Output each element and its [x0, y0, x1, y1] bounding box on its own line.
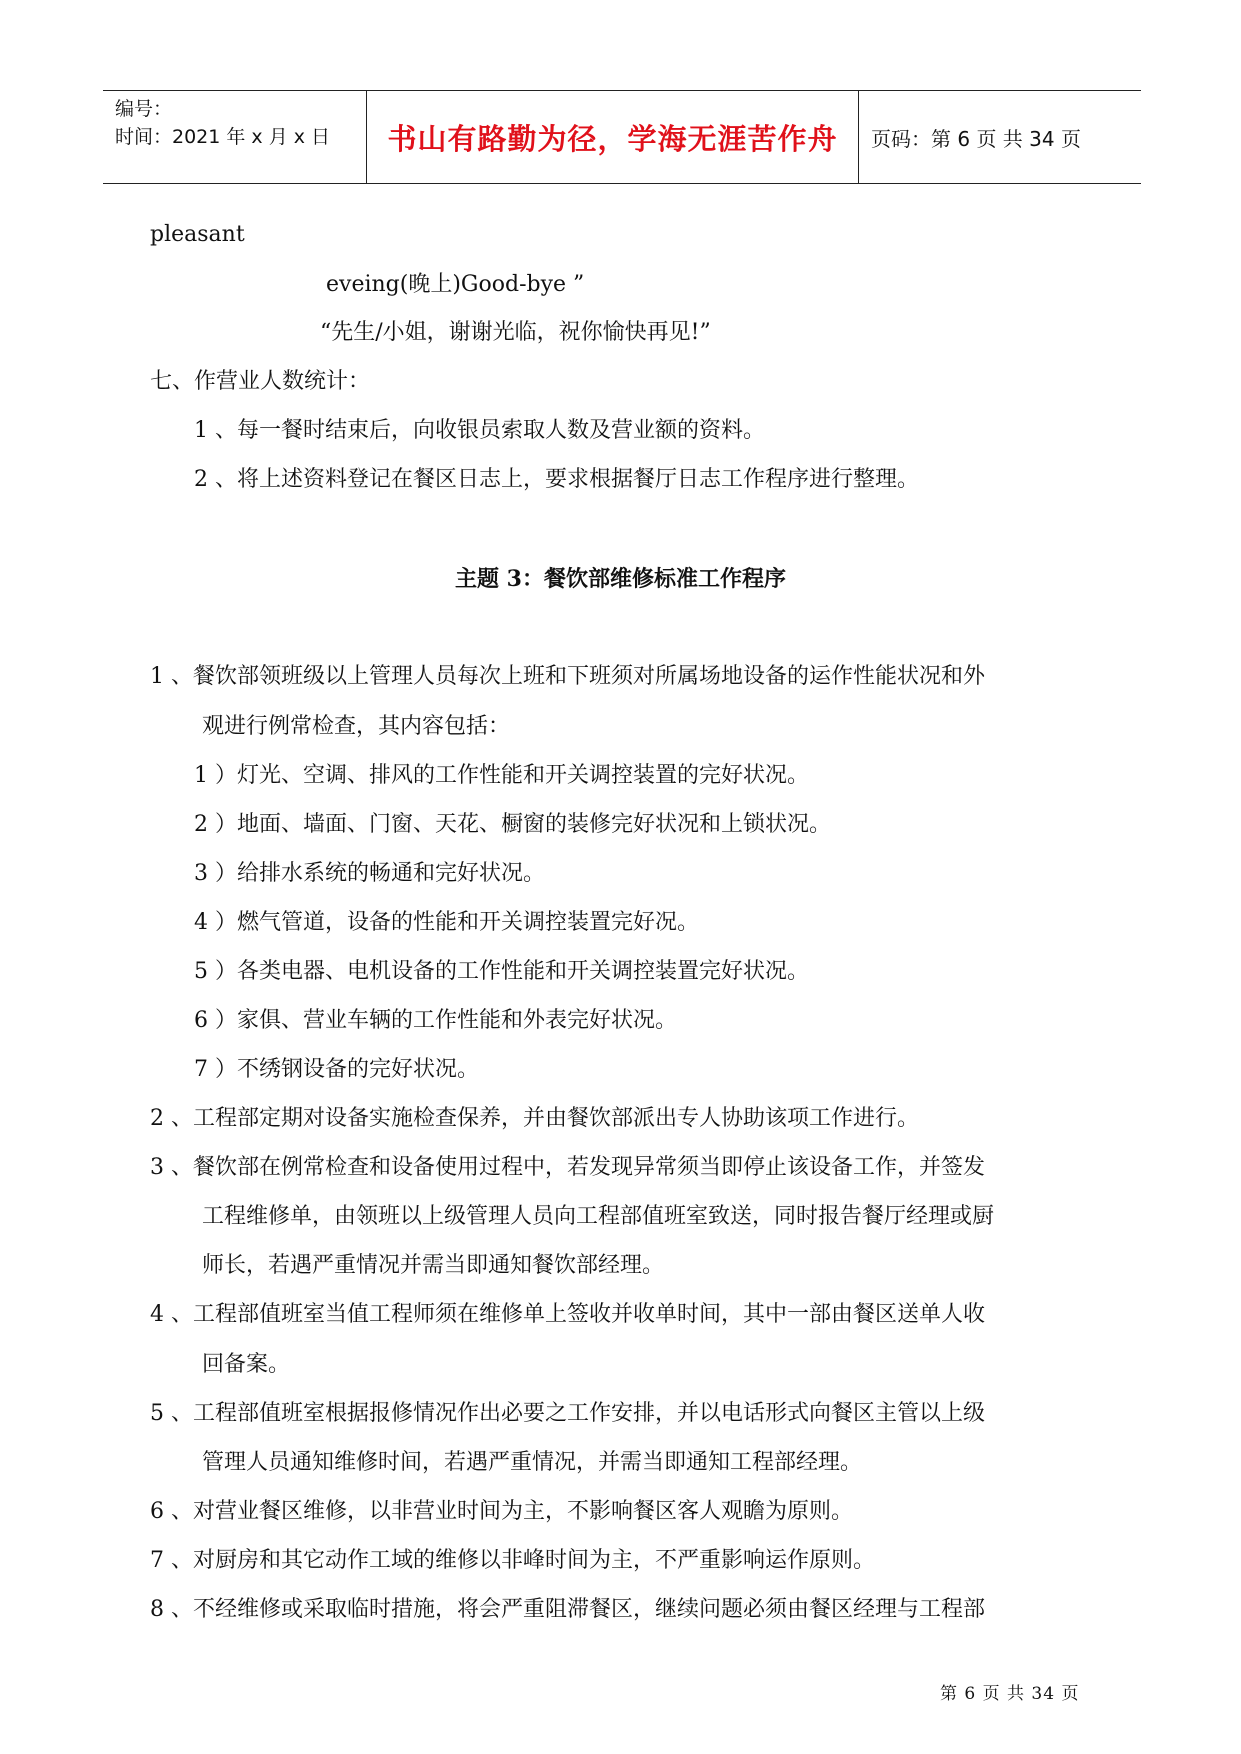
text-line: 2 、将上述资料登记在餐区日志上，要求根据餐厅日志工作程序进行整理。 — [194, 467, 919, 492]
document-time-label: 时间：2021 年 x 月 x 日 — [115, 126, 331, 148]
text-line: 6 ）家俱、营业车辆的工作性能和外表完好状况。 — [194, 1008, 677, 1033]
header-info-cell — [103, 91, 367, 183]
text-line: 七、作营业人数统计： — [150, 369, 371, 394]
text-line: 观进行例常检查，其内容包括： — [202, 714, 511, 739]
text-line: 4 、工程部值班室当值工程师须在维修单上签收并收单时间，其中一部由餐区送单人收 — [150, 1302, 985, 1327]
text-line: 5 ）各类电器、电机设备的工作性能和开关调控装置完好状况。 — [194, 959, 809, 984]
text-line: 5 、工程部值班室根据报修情况作出必要之工作安排，并以电话形式向餐区主管以上级 — [150, 1401, 985, 1426]
text-line: “先生/小姐，谢谢光临，祝你愉快再见!” — [320, 320, 711, 345]
text-line: 7 、对厨房和其它动作工域的维修以非峰时间为主，不严重影响运作原则。 — [150, 1548, 875, 1573]
text-line: 4 ）燃气管道，设备的性能和开关调控装置完好况。 — [194, 910, 699, 935]
text-line: 7 ）不绣钢设备的完好状况。 — [194, 1057, 479, 1082]
text-line: 回备案。 — [202, 1352, 291, 1377]
text-line: 3 、餐饮部在例常检查和设备使用过程中，若发现异常须当即停止该设备工作，并签发 — [150, 1155, 985, 1180]
text-line: 管理人员通知维修时间，若遇严重情况，并需当即通知工程部经理。 — [202, 1450, 863, 1475]
text-line: 1 ）灯光、空调、排风的工作性能和开关调控装置的完好状况。 — [194, 763, 809, 788]
text-line: 8 、不经维修或采取临时措施，将会严重阻滞餐区，继续问题必须由餐区经理与工程部 — [150, 1597, 985, 1622]
text-line: 工程维修单，由领班以上级管理人员向工程部值班室致送，同时报告餐厅经理或厨 — [202, 1204, 995, 1229]
section-title: 主题 3：餐饮部维修标准工作程序 — [455, 566, 786, 592]
header-page-code: 页码：第 6 页 共 34 页 — [871, 126, 1081, 151]
header-motto: 书山有路勤为径，学海无涯苦作舟 — [367, 91, 859, 183]
page-footer: 第 6 页 共 34 页 — [940, 1684, 1080, 1704]
text-line: 1 、餐饮部领班级以上管理人员每次上班和下班须对所属场地设备的运作性能状况和外 — [150, 664, 985, 689]
text-line: 3 ）给排水系统的畅通和完好状况。 — [194, 861, 545, 886]
text-line: 师长，若遇严重情况并需当即通知餐饮部经理。 — [202, 1253, 665, 1278]
text-line: 2 ）地面、墙面、门窗、天花、橱窗的装修完好状况和上锁状况。 — [194, 812, 831, 837]
page-header — [103, 90, 1141, 184]
document-number-label: 编号： — [115, 98, 173, 120]
text-line: pleasant — [150, 222, 245, 247]
text-line: eveing(晚上)Good-bye ” — [326, 272, 585, 297]
text-line: 6 、对营业餐区维修，以非营业时间为主，不影响餐区客人观瞻为原则。 — [150, 1499, 853, 1524]
text-line: 1 、每一餐时结束后，向收银员索取人数及营业额的资料。 — [194, 418, 765, 443]
text-line: 2 、工程部定期对设备实施检查保养，并由餐饮部派出专人协助该项工作进行。 — [150, 1106, 919, 1131]
